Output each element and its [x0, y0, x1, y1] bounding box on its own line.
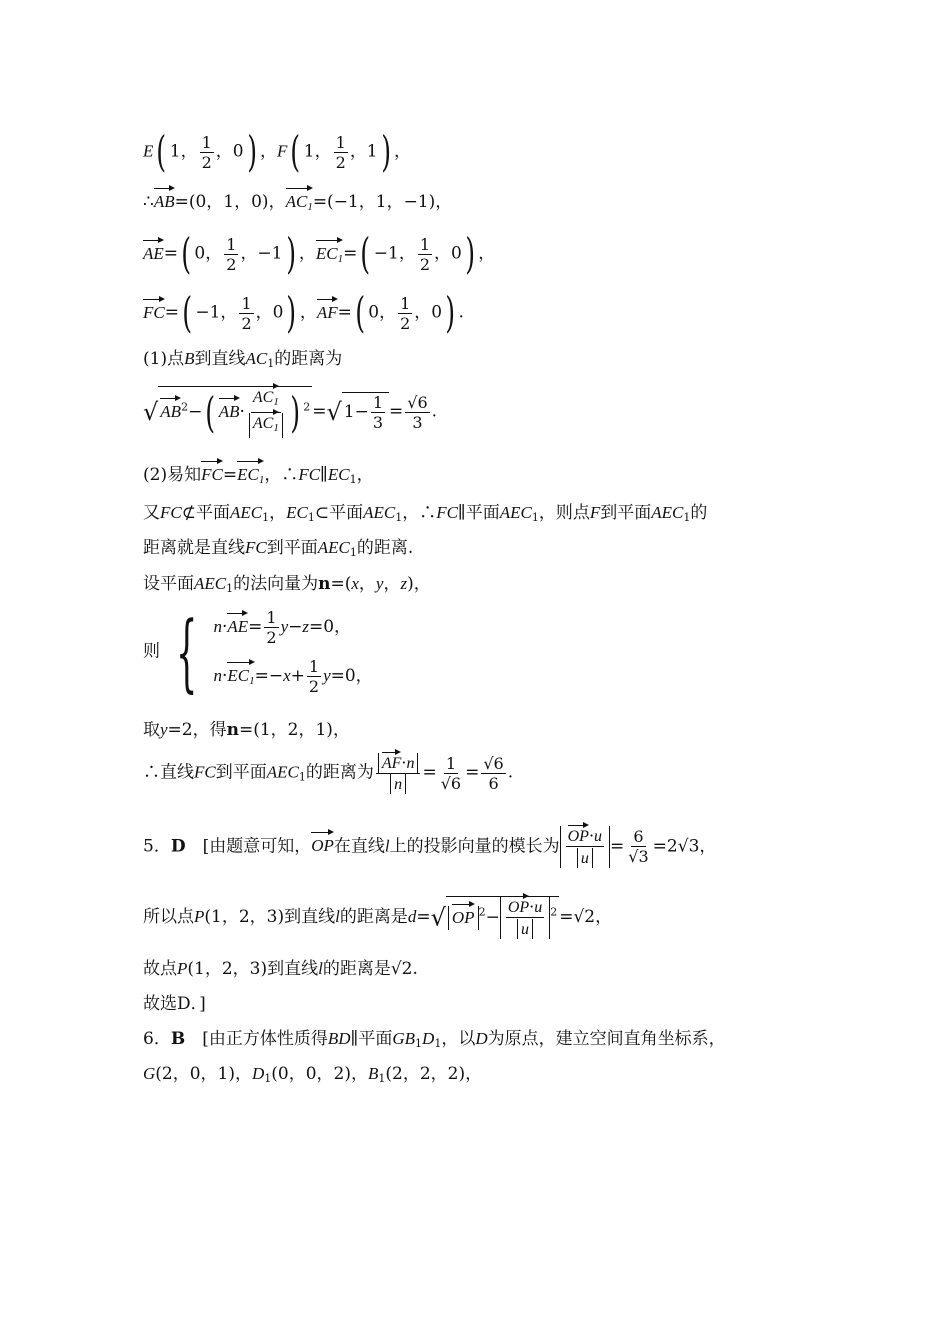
- problem5-line3: 故点P(1，2，3)到直线l的距离是√2.: [143, 959, 418, 979]
- coord-line-EF: E( 1， $\frac{1}{2}$ ，0) ，F( 1， $\frac{1}{2}$ ，1) ，: [143, 127, 412, 176]
- part1-formula: √ $AB^2-$( AB· $\frac{AC_1}{AC_1}$ ) $^2$ =√ 1− $\frac{1}{3}$ = $\frac{√6}{3}$ .: [143, 387, 438, 437]
- problem5-line4: 故选D．]: [143, 994, 206, 1014]
- problem5-line2: 所以点P(1，2，3)到直线l的距离是d=√ OP $^2$− $\frac{OP\cdot u}{u}$ $^2$ =√2，: [143, 897, 613, 938]
- part2-line2: 又FC⊄平面$AEC_1$，$EC_1\subset$平面$AEC_1$，∴FC∥平面$AEC_1$，则点F到平面$AEC_1$的: [143, 503, 708, 524]
- part2-result: ∴直线FC到平面$AEC_1$的距离为 $\frac{AF\cdot n}{n}$ = $\frac{1}{√6}$ = $\frac{√6}{6}$ .: [143, 752, 514, 793]
- part2-take: 取y=2，得n=(1，2，1)，: [143, 720, 350, 740]
- problem6-line1: 6．B [由正方体性质得BD∥平面$GB_1D_1$，以D为原点，建立空间直角坐标系，: [143, 1029, 726, 1050]
- vector-line-AB-AC1: ∴AB=(0，1，0)，$AC_1=(-1$，1，−1)，: [143, 190, 452, 219]
- part2-system: 则 { n·AE= $\frac{1}{2}$ y−z=0， $n\cdot EC_1=-x+$ $\frac{1}{2}$ y=0，: [143, 603, 373, 701]
- part2-line4: 设平面$AEC_1$的法向量为n=(x，y，z)，: [143, 574, 431, 595]
- problem5-line1: 5．D [由题意可知，OP在直线l上的投影向量的模长为 $\frac{OP\cdot u}{u}$ = $\frac{6}{√3}$ =2√3，: [143, 826, 717, 867]
- vector-line-AE-EC1: AE=( 0， $\frac{1}{2}$ ，−1) ，$EC_1=( -1$， $\frac{1}{2}$ ，0) ，: [143, 229, 496, 278]
- part2-line1: (2)易知$FC=EC_1$，$\therefore FC\parallel EC_1$，: [143, 463, 374, 492]
- text-line1: [0, 0, 1, 1]
- part1-heading: (1)点B到直线$AC_1$的距离为: [143, 349, 343, 370]
- part2-line3: 距离就是直线FC到平面$AEC_1$的距离.: [143, 538, 414, 559]
- vector-line-FC-AF: FC=( −1， $\frac{1}{2}$ ，0) ，AF=( 0， $\frac{1}{2}$ ，0) .: [143, 288, 464, 337]
- problem6-line2: G(2，0，1)，$D_1(0$，0，2)，$B_1(2$，2，2)，: [143, 1064, 483, 1085]
